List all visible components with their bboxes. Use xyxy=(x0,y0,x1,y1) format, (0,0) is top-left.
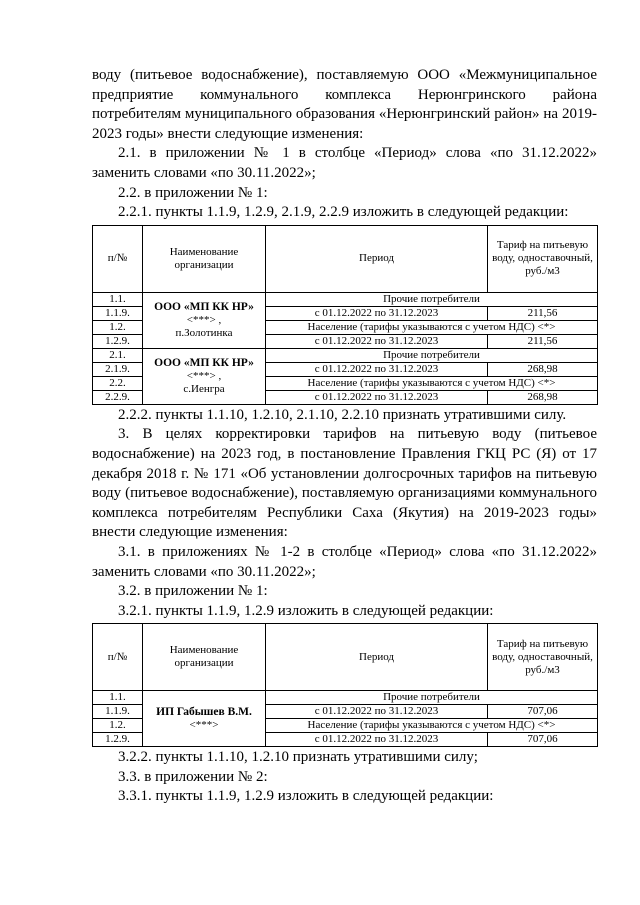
period-cell: с 01.12.2022 по 31.12.2023 xyxy=(266,705,488,719)
header-num: п/№ xyxy=(93,624,143,691)
paragraph-3-3-1: 3.3.1. пункты 1.1.9, 1.2.9 изложить в следующей редакции: xyxy=(118,788,494,805)
org-name: ООО «МП КК НР» xyxy=(154,356,254,369)
paragraph-intro: воду (питьевое водоснабжение), поставляемую ООО «Межмуниципальное предприятие коммунального комплекса Нерюнгринского района потребителям муниципального образования «Нерюнгринский район» на 2019-2023 годы» внести следующие изменения: xyxy=(92,67,597,142)
row-num: 1.2. xyxy=(93,719,143,733)
org-cell xyxy=(143,691,266,747)
org-cell xyxy=(143,348,266,404)
tariff-table-2 xyxy=(92,623,598,747)
row-num: 1.2.9. xyxy=(93,334,143,348)
row-num: 1.1. xyxy=(93,691,143,705)
period-cell: с 01.12.2022 по 31.12.2023 xyxy=(266,306,488,320)
category-label: Население (тарифы указываются с учетом НДС) <*> xyxy=(266,719,598,733)
org-name: ИП Габышев В.М. xyxy=(156,705,252,718)
table-header-row xyxy=(93,624,598,691)
header-period: Период xyxy=(266,624,488,691)
period-cell: с 01.12.2022 по 31.12.2023 xyxy=(266,733,488,747)
org-note: <***> xyxy=(189,718,219,731)
header-org: Наименование организации xyxy=(143,624,266,691)
row-num: 2.1.9. xyxy=(93,362,143,376)
tariff-table-1 xyxy=(92,225,598,405)
category-label: Прочие потребители xyxy=(266,348,598,362)
table-row xyxy=(93,691,598,705)
table-row xyxy=(93,292,598,306)
paragraph-2-2: 2.2. в приложении № 1: xyxy=(118,184,268,201)
row-num: 1.1.9. xyxy=(93,306,143,320)
paragraph-2-2-2: 2.2.2. пункты 1.1.10, 1.2.10, 2.1.10, 2.2.10 признать утратившими силу. xyxy=(118,406,567,423)
tariff-value: 211,56 xyxy=(488,306,598,320)
row-num: 1.1. xyxy=(93,292,143,306)
table-row xyxy=(93,348,598,362)
header-period: Период xyxy=(266,225,488,292)
table-header-row xyxy=(93,225,598,292)
period-cell: с 01.12.2022 по 31.12.2023 xyxy=(266,334,488,348)
paragraph-3-2-2: 3.2.2. пункты 1.1.10, 1.2.10 признать утратившими силу; xyxy=(118,749,478,766)
org-place: с.Иенгра xyxy=(183,382,225,395)
row-num: 2.2. xyxy=(93,376,143,390)
row-num: 1.2. xyxy=(93,320,143,334)
paragraph-3-2: 3.2. в приложении № 1: xyxy=(118,583,268,600)
header-org: Наименование организации xyxy=(143,225,266,292)
tariff-value: 707,06 xyxy=(488,705,598,719)
row-num: 1.2.9. xyxy=(93,733,143,747)
document-page xyxy=(92,66,597,807)
tariff-value: 707,06 xyxy=(488,733,598,747)
org-place: п.Золотинка xyxy=(175,326,233,339)
category-label: Прочие потребители xyxy=(266,691,598,705)
tariff-value: 268,98 xyxy=(488,362,598,376)
paragraph-3-3: 3.3. в приложении № 2: xyxy=(118,768,268,785)
row-num: 1.1.9. xyxy=(93,705,143,719)
paragraph-3: 3. В целях корректировки тарифов на питьевую воду (питьевое водоснабжение) на 2023 год, в постановление Правления ГКЦ РС (Я) от 17 декабря 2018 г. № 171 «Об установлении долгосрочных тарифов на питьевую воду (питьевое водоснабжение), поставляемую организациями коммунального комплекса потребителям Республики Саха (Якутия) на 2019-2023 годы» внести следующие изменения: xyxy=(92,426,597,541)
period-cell: с 01.12.2022 по 31.12.2023 xyxy=(266,362,488,376)
paragraph-2-1: 2.1. в приложении № 1 в столбце «Период» слова «по 31.12.2022» заменить словами «по 30.11.2022»; xyxy=(92,145,597,181)
org-cell xyxy=(143,292,266,348)
category-label: Прочие потребители xyxy=(266,292,598,306)
org-note: <***> , xyxy=(186,369,222,382)
category-label: Население (тарифы указываются с учетом НДС) <*> xyxy=(266,320,598,334)
row-num: 2.2.9. xyxy=(93,390,143,404)
paragraph-3-2-1: 3.2.1. пункты 1.1.9, 1.2.9 изложить в следующей редакции: xyxy=(118,602,494,619)
header-num: п/№ xyxy=(93,225,143,292)
paragraph-2-2-1: 2.2.1. пункты 1.1.9, 1.2.9, 2.1.9, 2.2.9 изложить в следующей редакции: xyxy=(118,204,569,221)
header-tariff: Тариф на питьевую воду, одноставочный, руб./м3 xyxy=(488,225,598,292)
tariff-value: 211,56 xyxy=(488,334,598,348)
org-note: <***> , xyxy=(186,313,222,326)
org-name: ООО «МП КК НР» xyxy=(154,300,254,313)
row-num: 2.1. xyxy=(93,348,143,362)
paragraph-3-1: 3.1. в приложениях № 1-2 в столбце «Период» слова «по 31.12.2022» заменить словами «по 30.11.2022»; xyxy=(92,543,597,580)
period-cell: с 01.12.2022 по 31.12.2023 xyxy=(266,390,488,404)
header-tariff: Тариф на питьевую воду, одноставочный, руб./м3 xyxy=(488,624,598,691)
tariff-value: 268,98 xyxy=(488,390,598,404)
category-label: Население (тарифы указываются с учетом НДС) <*> xyxy=(266,376,598,390)
